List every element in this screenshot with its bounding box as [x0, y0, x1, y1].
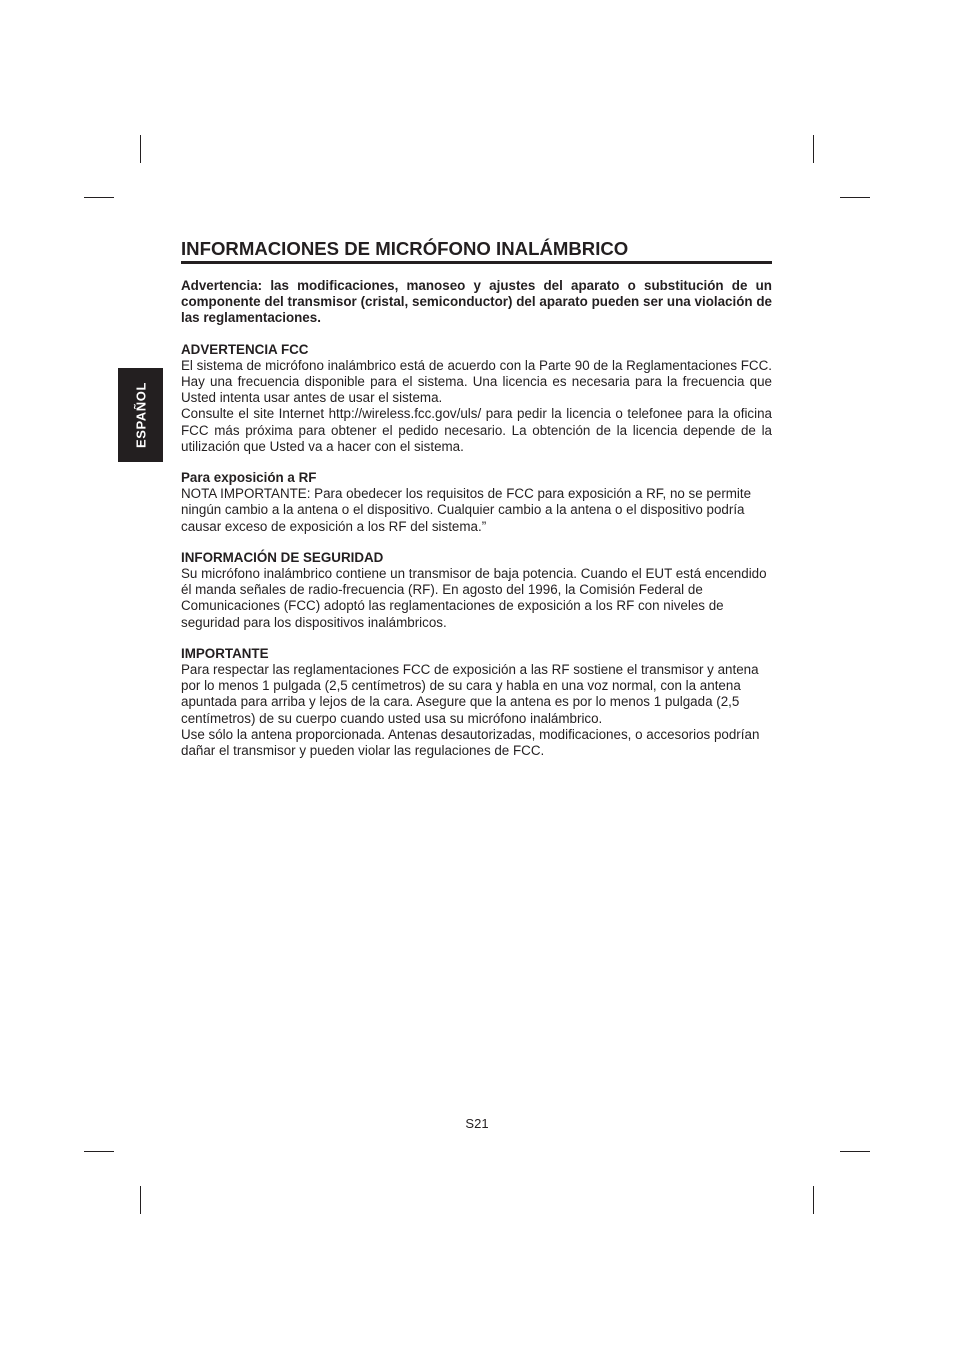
- section-paragraph: El sistema de micrófono inalámbrico está de acuerdo con la Parte 90 de la Reglamentaciones FCC. Hay una frecuencia disponible para el sistema. Una licencia es necesaria para la frecuencia que Usted intenta usar antes de usar el sistema.: [181, 357, 772, 406]
- page-content: [181, 238, 772, 759]
- section-heading: Para exposición a RF: [181, 470, 317, 486]
- crop-mark-bottom-right-vertical: [813, 1186, 814, 1214]
- section-informacion-seguridad: [181, 550, 772, 631]
- section-paragraph: Consulte el site Internet http://wireless.fcc.gov/uls/ para pedir la licencia o telefonee para la oficina FCC más próxima para obtener el pedido necesario. La obtención de la licencia depende de la utilización que Usted va a hacer con el sistema.: [181, 406, 772, 454]
- section-advertencia-fcc: [181, 342, 772, 455]
- language-side-tab-label: ESPAÑOL: [133, 381, 148, 449]
- page-title: INFORMACIONES DE MICRÓFONO INALÁMBRICO: [181, 238, 772, 264]
- warning-notice: Advertencia: las modificaciones, manoseo y ajustes del aparato o substitución de un componente del transmisor (cristal, semiconductor) del aparato pueden ser una violación de las reglamentaciones.: [181, 278, 772, 326]
- crop-mark-top-right-vertical: [813, 135, 814, 163]
- crop-mark-bottom-left-horizontal: [84, 1151, 114, 1152]
- section-heading: IMPORTANTE: [181, 645, 269, 661]
- crop-mark-bottom-left-vertical: [140, 1186, 141, 1214]
- section-paragraph: Para respectar las reglamentaciones FCC de exposición a las RF sostiene el transmisor y antena por lo menos 1 pulgada (2,5 centímetros) de su cara y habla en una voz normal, con la antena apuntada para arriba y lejos de la cara. Asegure que la antena es por lo menos 1 pulgada (2,5 centímetros) de su cuerpo cuando usted usa su micrófono inalámbrico.: [181, 662, 759, 726]
- page-number: S21: [465, 1116, 489, 1131]
- section-paragraph: Use sólo la antena proporcionada. Antenas desautorizadas, modificaciones, o accesorios podrían dañar el transmisor y pueden violar las regulaciones de FCC.: [181, 726, 760, 759]
- language-side-tab: [118, 368, 163, 462]
- crop-mark-top-left-vertical: [140, 135, 141, 163]
- crop-mark-top-left-horizontal: [84, 197, 114, 198]
- section-importante: [181, 646, 772, 759]
- section-heading: INFORMACIÓN DE SEGURIDAD: [181, 549, 384, 565]
- crop-mark-top-right-horizontal: [840, 197, 870, 198]
- section-exposicion-rf: [181, 470, 772, 535]
- section-paragraph: Su micrófono inalámbrico contiene un transmisor de baja potencia. Cuando el EUT está encendido él manda señales de radio-frecuencia (RF). En agosto del 1996, la Comisión Federal de Comunicaciones (FCC) adoptó las reglamentaciones de exposición a los RF con niveles de seguridad para los dispositivos inalámbricos.: [181, 566, 767, 630]
- crop-mark-bottom-right-horizontal: [840, 1151, 870, 1152]
- section-heading: ADVERTENCIA FCC: [181, 341, 309, 357]
- section-paragraph: NOTA IMPORTANTE: Para obedecer los requisitos de FCC para exposición a RF, no se permite ningún cambio a la antena o el dispositivo. Cualquier cambio a la antena o el dispositivo podría causar exceso de exposición a los RF del sistema.”: [181, 486, 752, 534]
